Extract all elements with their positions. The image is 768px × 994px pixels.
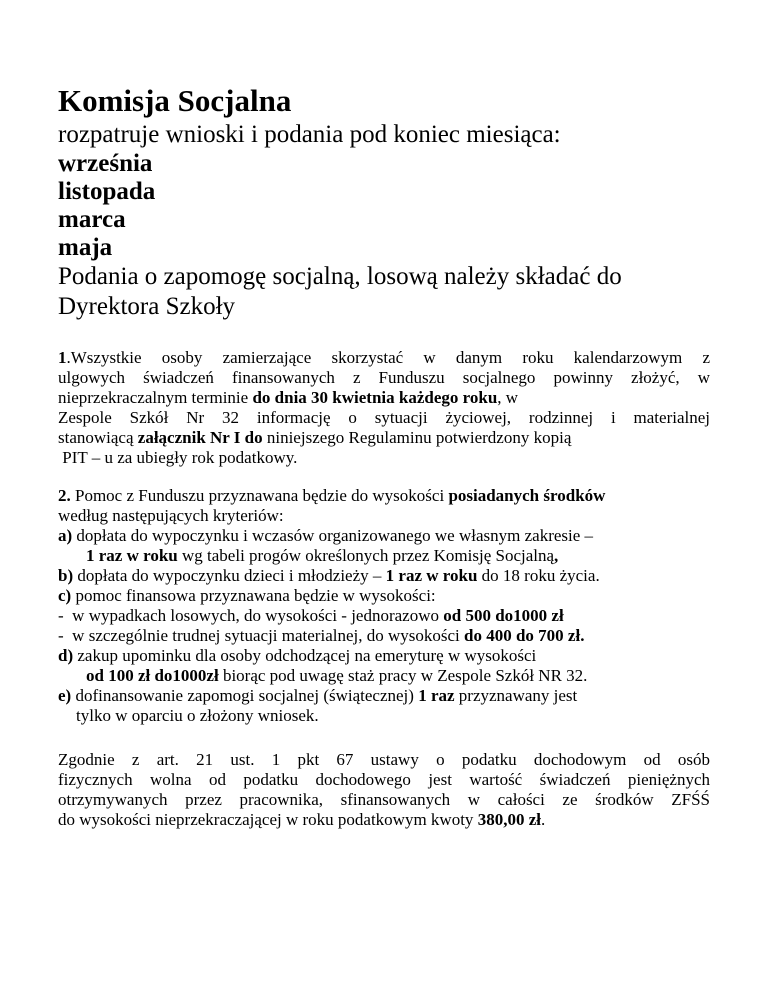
amount-bold: od 100 zł do1000zł bbox=[86, 666, 219, 685]
criterion-e-cont: tylko w oparciu o złożony wniosek. bbox=[76, 706, 319, 725]
section-3-line bbox=[58, 810, 710, 830]
frequency-bold: 1 raz w roku bbox=[385, 566, 478, 585]
section-2-line bbox=[58, 486, 710, 506]
section-1 bbox=[58, 348, 710, 468]
document-page bbox=[58, 82, 710, 830]
section-number: 1 bbox=[58, 348, 67, 367]
deadline-bold: do dnia 30 kwietnia każdego roku bbox=[252, 388, 498, 407]
text: w szczególnie trudnej sytuacji materialnej, do wysokości bbox=[63, 626, 465, 645]
frequency-bold: 1 raz w roku bbox=[86, 546, 178, 565]
list-label: d) bbox=[58, 646, 74, 665]
text: dopłata do wypoczynku i wczasów organizowanego we własnym zakresie – bbox=[72, 526, 594, 545]
criterion-d bbox=[58, 646, 710, 666]
dash: - bbox=[58, 606, 64, 625]
note-line-1: Podania o zapomogę socjalną, losową należy składać do bbox=[58, 263, 622, 290]
text: . bbox=[540, 810, 546, 829]
note-line-2: Dyrektora Szkoły bbox=[58, 293, 236, 320]
text: .Wszystkie osoby zamierzające skorzystać w danym roku kalendarzowym z bbox=[66, 348, 710, 367]
tax-amount-bold: 380,00 zł bbox=[477, 810, 541, 829]
section-3-line: otrzymywanych przez pracownika, sfinansowanych w całości ze środków ZFŚŚ bbox=[58, 790, 710, 809]
criterion-c-dash-2 bbox=[58, 626, 710, 646]
frequency-bold: 1 raz bbox=[418, 686, 455, 705]
list-label: e) bbox=[58, 686, 72, 705]
section-2-line: według następujących kryteriów: bbox=[58, 506, 284, 525]
section-1-line: PIT – u za ubiegły rok podatkowy. bbox=[58, 448, 298, 467]
text: zakup upominku dla osoby odchodzącej na emeryturę w wysokości bbox=[73, 646, 537, 665]
section-1-line bbox=[58, 388, 710, 408]
text: niniejszego Regulaminu potwierdzony kopią bbox=[262, 428, 572, 447]
section-3 bbox=[58, 750, 710, 830]
month-3: marca bbox=[58, 206, 126, 233]
criterion-a-cont bbox=[58, 546, 710, 566]
criterion-e bbox=[58, 686, 710, 706]
section-3-line: Zgodnie z art. 21 ust. 1 pkt 67 ustawy o podatku dochodowym od osób bbox=[58, 750, 710, 769]
text: wg tabeli progów określonych przez Komisję Socjalną bbox=[177, 546, 555, 565]
criterion-a bbox=[58, 526, 710, 546]
section-2 bbox=[58, 486, 710, 726]
text: biorąc pod uwagę staż pracy w Zespole Szkół NR 32. bbox=[218, 666, 588, 685]
attachment-bold: załącznik Nr I do bbox=[137, 428, 263, 447]
section-1-line: Zespole Szkół Nr 32 informację o sytuacji życiowej, rodzinnej i materialnej bbox=[58, 408, 710, 427]
text: pomoc finansowa przyznawana będzie w wysokości: bbox=[71, 586, 436, 605]
criterion-d-cont bbox=[58, 666, 710, 686]
list-label: c) bbox=[58, 586, 72, 605]
dash: - bbox=[58, 626, 64, 645]
list-label: a) bbox=[58, 526, 73, 545]
month-4: maja bbox=[58, 234, 113, 261]
text: , w bbox=[497, 388, 519, 407]
page-title: Komisja Socjalna bbox=[58, 83, 292, 118]
text: stanowiącą bbox=[58, 428, 138, 447]
text: nieprzekraczalnym terminie bbox=[58, 388, 253, 407]
text: Pomoc z Funduszu przyznawana będzie do wysokości bbox=[70, 486, 449, 505]
section-number: 2. bbox=[58, 486, 71, 505]
text: do wysokości nieprzekraczającej w roku podatkowym kwoty bbox=[58, 810, 478, 829]
amount-bold: od 500 do1000 zł bbox=[443, 606, 564, 625]
section-3-line: fizycznych wolna od podatku dochodowego jest wartość świadczeń pieniężnych bbox=[58, 770, 710, 789]
amount-bold: do 400 do 700 zł. bbox=[464, 626, 585, 645]
section-1-line: ulgowych świadczeń finansowanych z Funduszu socjalnego powinny złożyć, w bbox=[58, 368, 710, 387]
text: w wypadkach losowych, do wysokości - jednorazowo bbox=[63, 606, 444, 625]
text: , bbox=[554, 546, 559, 565]
section-1-line bbox=[58, 428, 710, 448]
section-1-line bbox=[58, 348, 710, 368]
subtitle: rozpatruje wnioski i podania pod koniec miesiąca: bbox=[58, 121, 561, 148]
month-2: listopada bbox=[58, 178, 156, 205]
month-1: września bbox=[58, 150, 153, 177]
text: dofinansowanie zapomogi socjalnej (świątecznej) bbox=[71, 686, 419, 705]
text: przyznawany jest bbox=[454, 686, 578, 705]
criterion-c bbox=[58, 586, 710, 606]
criterion-c-dash-1 bbox=[58, 606, 710, 626]
list-label: b) bbox=[58, 566, 74, 585]
criterion-b bbox=[58, 566, 710, 586]
text: dopłata do wypoczynku dzieci i młodzieży – bbox=[73, 566, 386, 585]
funds-bold: posiadanych środków bbox=[448, 486, 606, 505]
text: do 18 roku życia. bbox=[477, 566, 600, 585]
